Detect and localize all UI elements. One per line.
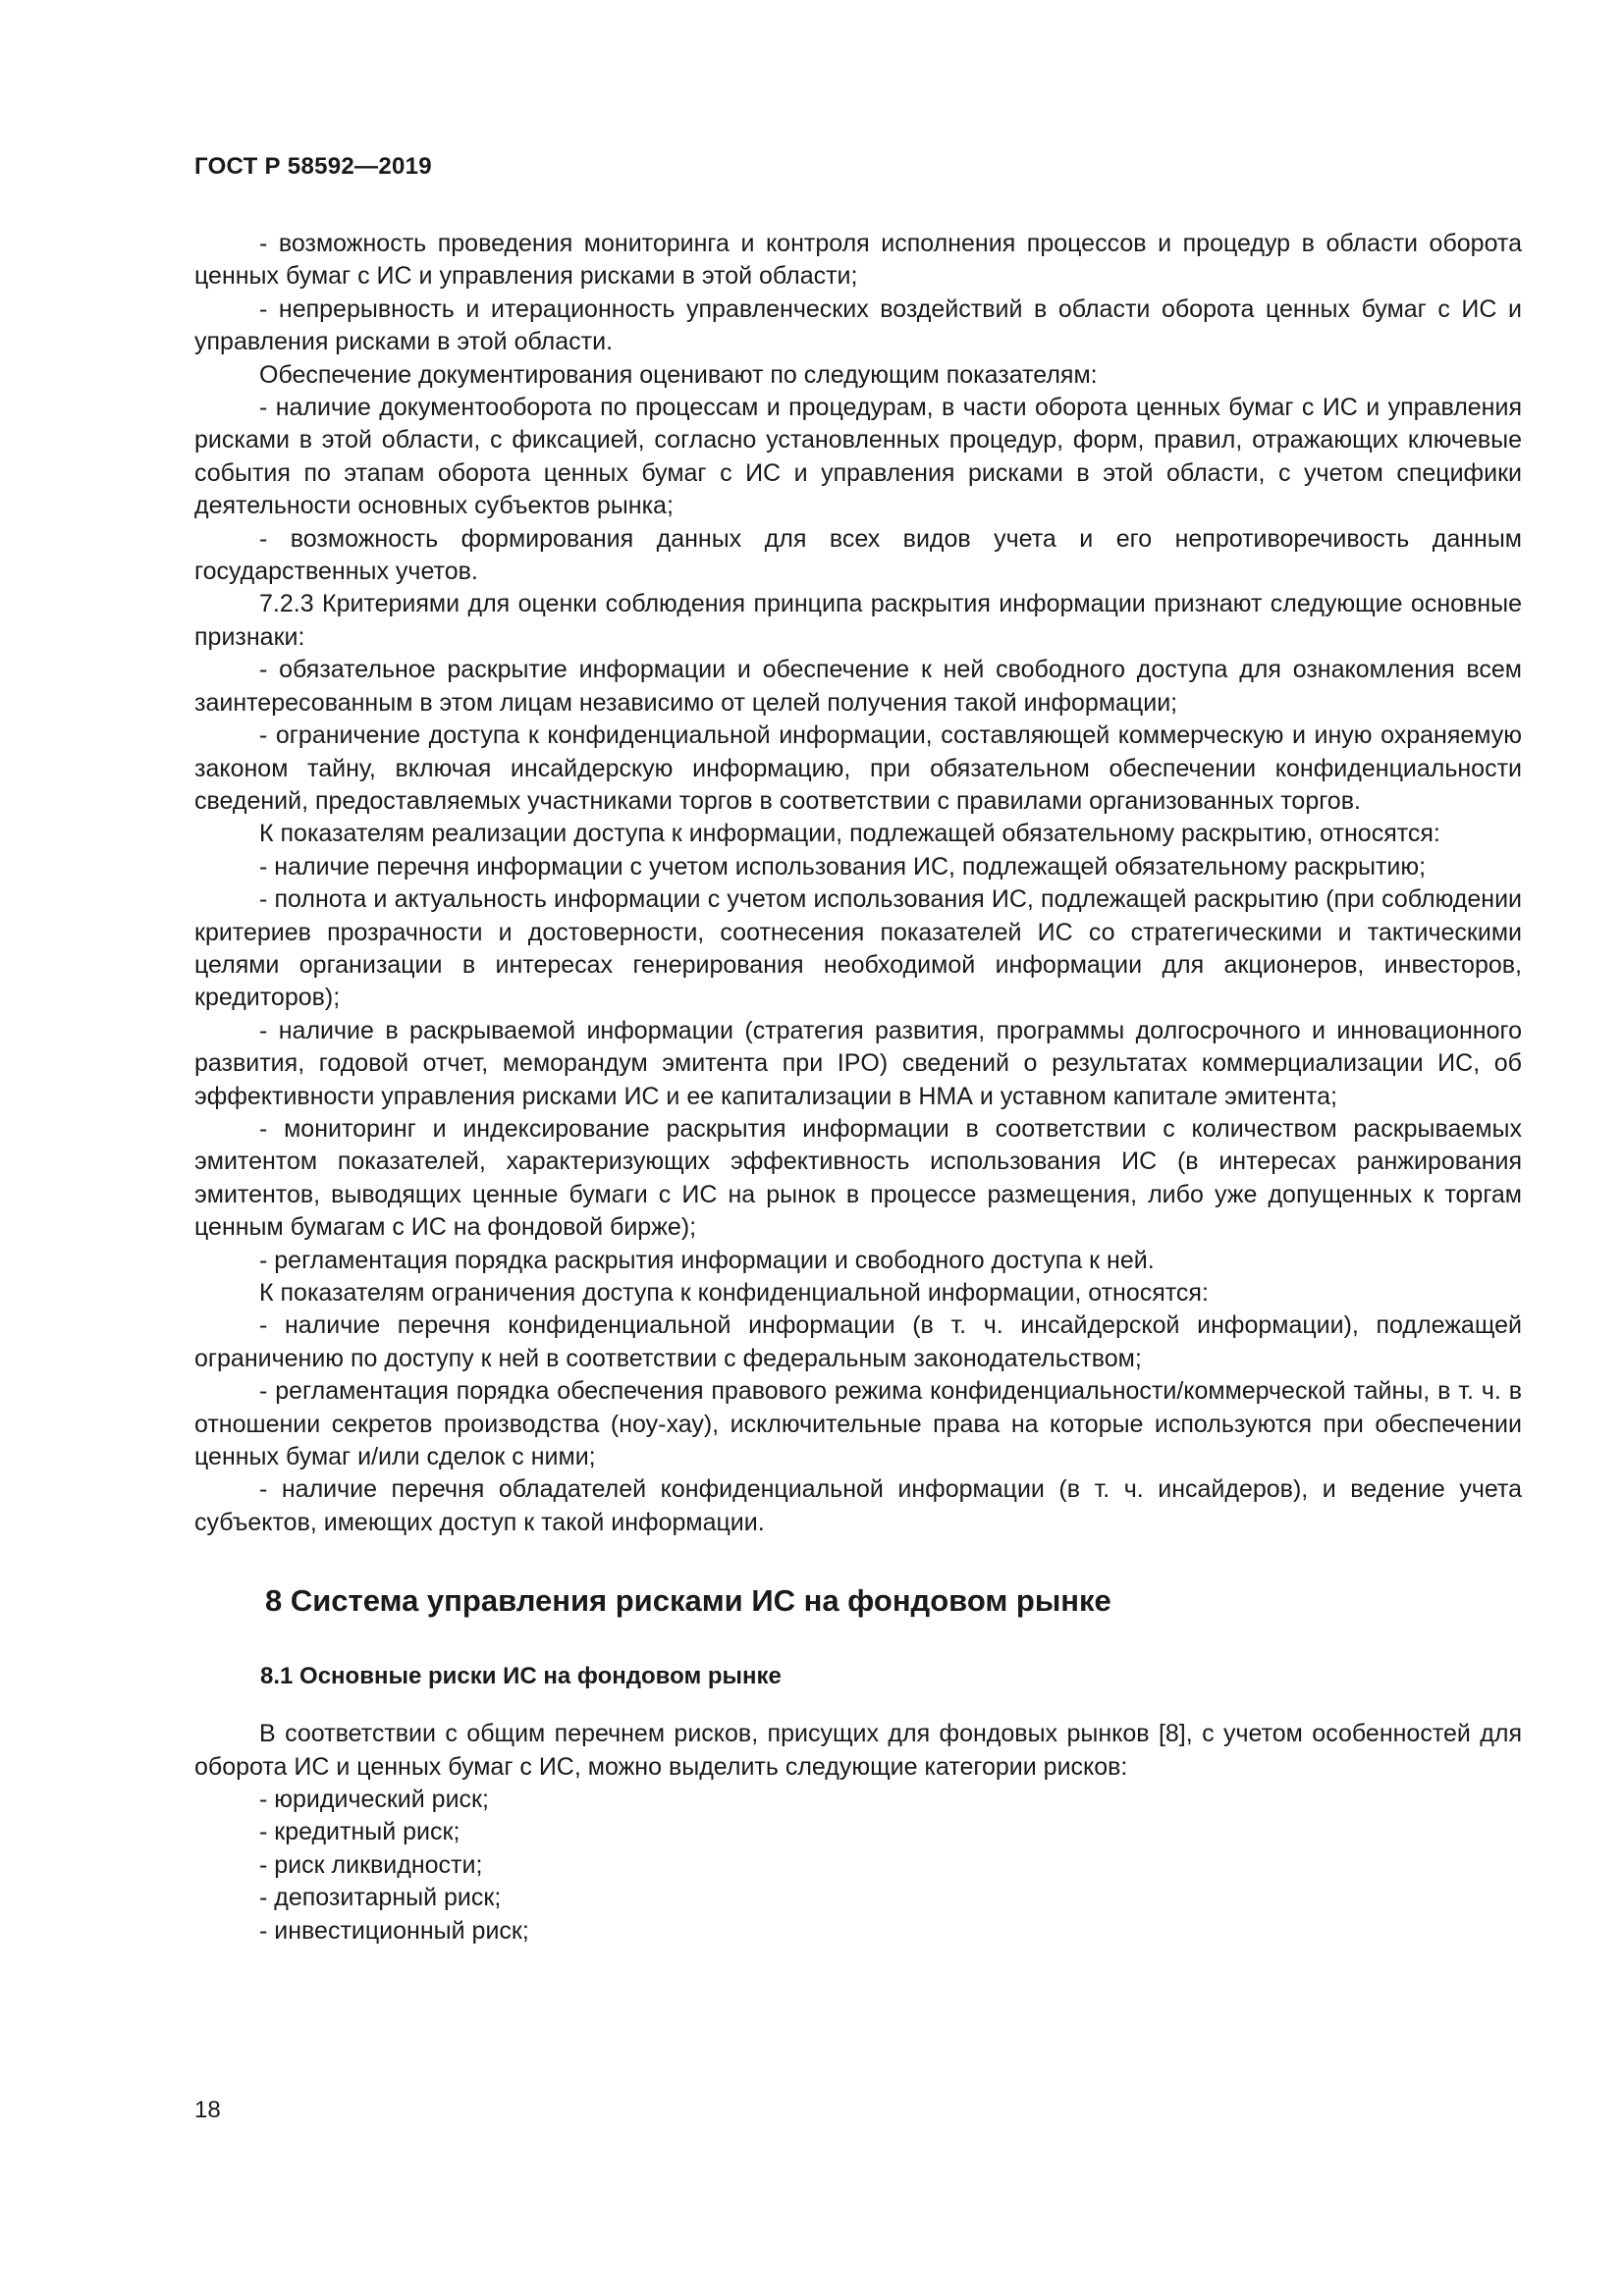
paragraph: К показателям реализации доступа к информации, подлежащей обязательному раскрытию, относятся: [259, 820, 1440, 848]
paragraph: В соответствии с общим перечнем рисков, присущих для фондовых рынков [8], с учетом особенностей для оборота ИС и ценных бумаг с ИС, можно выделить следующие категории рисков: [194, 1720, 1522, 1781]
section-heading: 8 Система управления рисками ИС на фондовом рынке [265, 1583, 1111, 1619]
paragraph: К показателям ограничения доступа к конфиденциальной информации, относятся: [259, 1279, 1209, 1307]
paragraph: - ограничение доступа к конфиденциальной информации, составляющей коммерческую и иную охраняемую законом тайну, включая инсайдерскую информацию, при обязательном обеспечении конфиденциальности сведений, предоставляемых участниками торгов в соответствии с правилами организованных торгов. [194, 721, 1522, 815]
paragraph: - наличие документооборота по процессам и процедурам, в части оборота ценных бумаг с ИС и управления рисками в этой области, с фиксацией, согласно установленных процедур, форм, правил, отражающих ключевые события по этапам оборота ценных бумаг с ИС и управления рисками в этой области, с учетом специфики деятельности основных субъектов рынка; [194, 394, 1522, 520]
paragraph: - возможность формирования данных для всех видов учета и его непротиворечивость данным государственных учетов. [194, 524, 1522, 586]
document-header: ГОСТ Р 58592—2019 [194, 153, 432, 180]
paragraph: 7.2.3 Критериями для оценки соблюдения принципа раскрытия информации признают следующие основные признаки: [194, 590, 1522, 651]
list-item: - инвестиционный риск; [259, 1916, 529, 1945]
paragraph: - полнота и актуальность информации с учетом использования ИС, подлежащей раскрытию (при соблюдении критериев прозрачности и достоверности, соотнесения показателей ИС со стратегическими и тактическими целями организации в интересах генерирования необходимой информации для акционеров, инвесторов, кредиторов); [194, 885, 1522, 1012]
paragraph: - наличие перечня обладателей конфиденциальной информации (в т. ч. инсайдеров), и ведение учета субъектов, имеющих доступ к такой информации. [194, 1475, 1522, 1536]
subsection-heading: 8.1 Основные риски ИС на фондовом рынке [260, 1663, 782, 1690]
paragraph: - наличие в раскрываемой информации (стратегия развития, программы долгосрочного и инновационного развития, годовой отчет, меморандум эмитента при IPO) сведений о результатах коммерциализации ИС, об эффективности управления рисками ИС и ее капитализации в НМА и уставном капитале эмитента; [194, 1016, 1522, 1110]
paragraph: - непрерывность и итерационность управленческих воздействий в области оборота ценных бумаг с ИС и управления рисками в этой области. [194, 294, 1522, 356]
document-body [194, 228, 1522, 1948]
paragraph: - мониторинг и индексирование раскрытия информации в соответствии с количеством раскрываемых эмитентом показателей, характеризующих эффективность использования ИС (в интересах ранжирования эмитентов, выводящих ценные бумаги с ИС на рынок в процессе размещения, либо уже допущенных к торгам ценным бумагам с ИС на фондовой бирже); [194, 1114, 1522, 1242]
paragraph: - регламентация порядка обеспечения правового режима конфиденциальности/коммерческой тайны, в т. ч. в отношении секретов производства (ноу-хау), исключительные права на которые используются при обеспечении ценных бумаг и/или сделок с ними; [194, 1377, 1522, 1471]
paragraph: - наличие перечня конфиденциальной информации (в т. ч. инсайдерской информации), подлежащей ограничению по доступу к ней в соответствии с федеральным законодательством; [194, 1311, 1522, 1372]
paragraph: - наличие перечня информации с учетом использования ИС, подлежащей обязательному раскрытию; [259, 852, 1427, 881]
list-item: - депозитарный риск; [259, 1884, 502, 1912]
list-item: - риск ликвидности; [259, 1850, 483, 1879]
paragraph: - обязательное раскрытие информации и обеспечение к ней свободного доступа для ознакомления всем заинтересованным в этом лицам независимо от целей получения такой информации; [194, 656, 1522, 717]
list-item: - кредитный риск; [259, 1818, 460, 1846]
paragraph: Обеспечение документирования оценивают по следующим показателям: [259, 360, 1098, 389]
list-item: - юридический риск; [259, 1786, 489, 1814]
page-number: 18 [194, 2097, 221, 2123]
paragraph: - возможность проведения мониторинга и контроля исполнения процессов и процедур в области оборота ценных бумаг с ИС и управления рисками в этой области; [194, 230, 1522, 291]
paragraph: - регламентация порядка раскрытия информации и свободного доступа к ней. [259, 1246, 1155, 1274]
